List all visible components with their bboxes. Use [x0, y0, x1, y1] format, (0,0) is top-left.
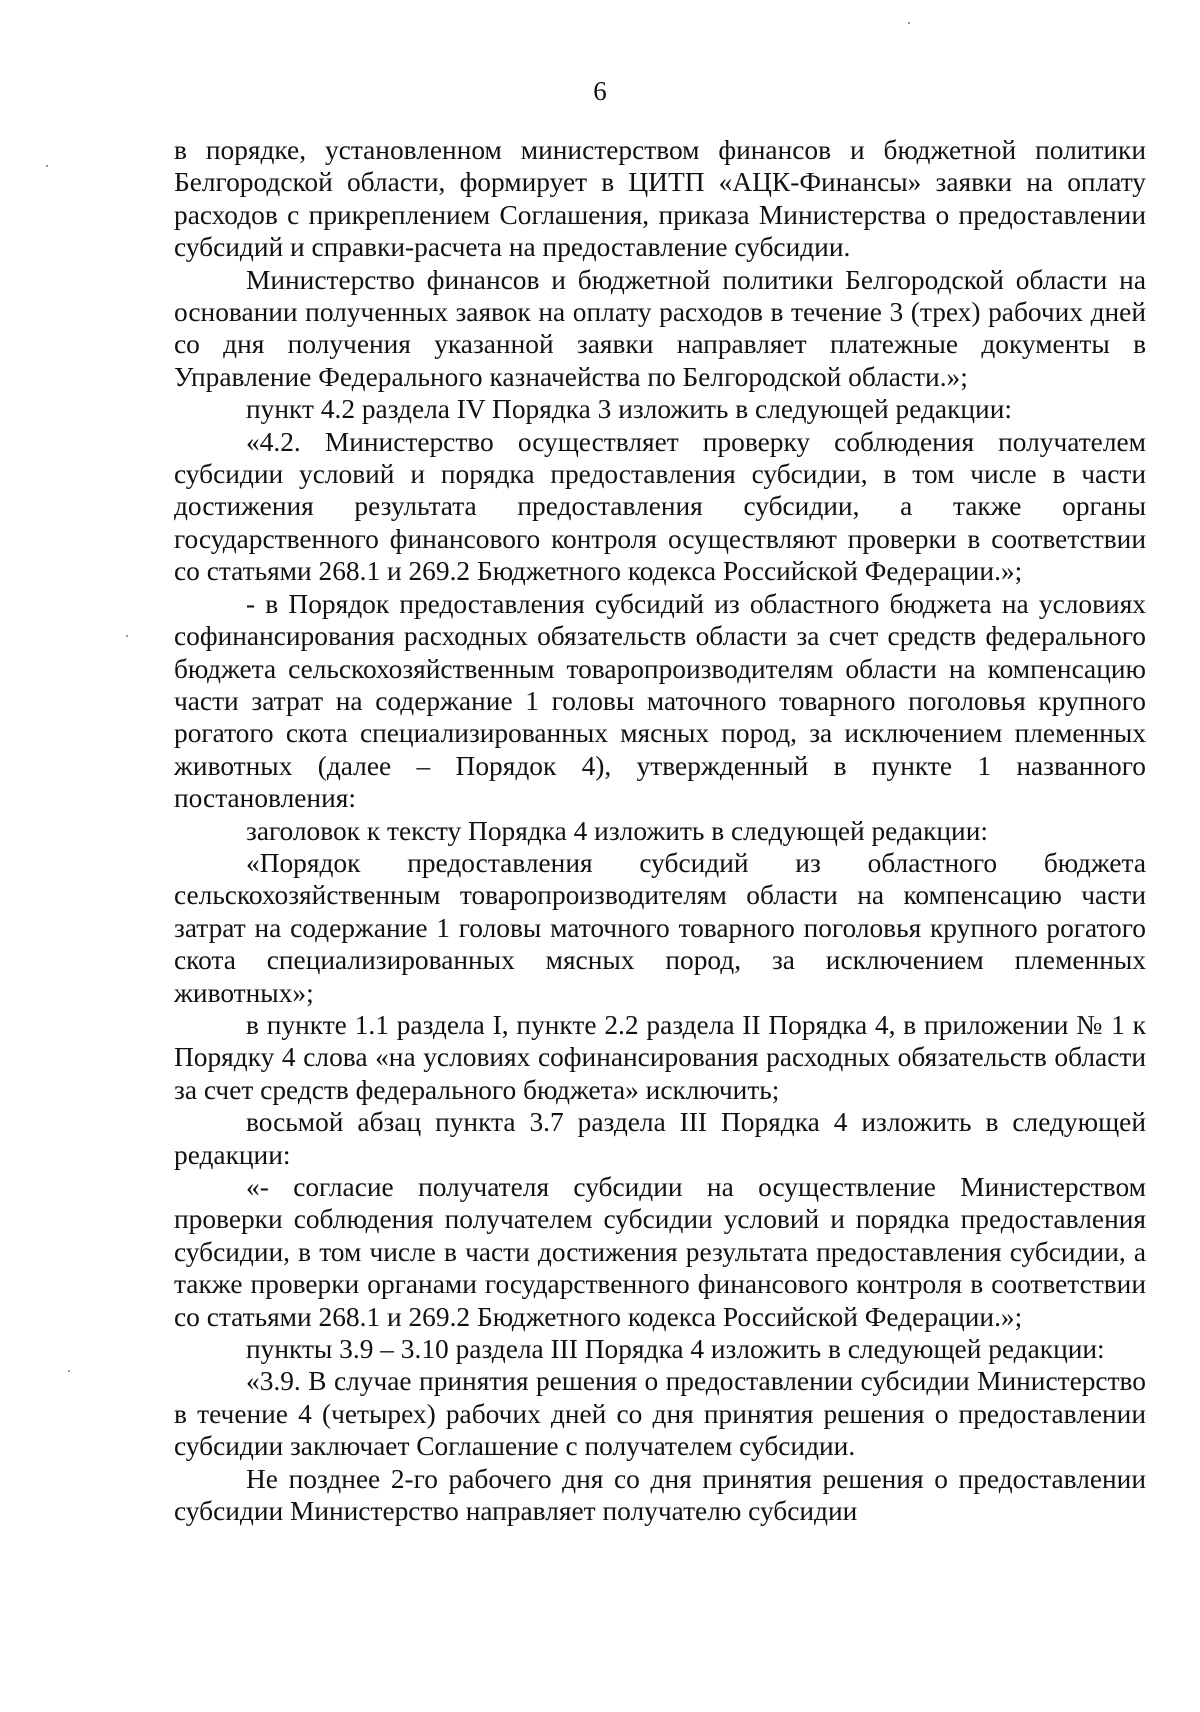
- scan-speck: [126, 635, 128, 637]
- paragraph-2: Министерство финансов и бюджетной политики Белгородской области на основании полученных заявок на оплату расходов в течение 3 (трех) рабочих дней со дня получения указанной заявки направляет платежные документы в Управление Федерального казначейства по Белгородской области.»;: [174, 264, 1146, 392]
- paragraph-9: восьмой абзац пункта 3.7 раздела III Порядка 4 изложить в следующей редакции:: [174, 1107, 1146, 1170]
- paragraph-12: «3.9. В случае принятия решения о предоставлении субсидии Министерство в течение 4 (четырех) рабочих дней со дня принятия решения о предоставлении субсидии заключает Соглашение с получателем субсидии.: [174, 1366, 1146, 1462]
- paragraph-7: «Порядок предоставления субсидий из областного бюджета сельскохозяйственным товаропроизводителям области на компенсацию части затрат на содержание 1 головы маточного товарного поголовья крупного рогатого скота специализированных мясных пород, за исключением племенных животных»;: [174, 847, 1146, 1008]
- document-body: [174, 134, 1146, 1527]
- paragraph-8: в пункте 1.1 раздела I, пункте 2.2 раздела II Порядка 4, в приложении № 1 к Порядку 4 слова «на условиях софинансирования расходных обязательств области за счет средств федерального бюджета» исключить;: [174, 1009, 1146, 1105]
- scan-speck: [68, 1370, 70, 1372]
- paragraph-11: пункты 3.9 – 3.10 раздела III Порядка 4 изложить в следующей редакции:: [246, 1334, 1105, 1365]
- paragraph-13: Не позднее 2-го рабочего дня со дня принятия решения о предоставлении субсидии Министерство направляет получателю субсидии: [174, 1463, 1146, 1527]
- paragraph-3: пункт 4.2 раздела IV Порядка 3 изложить в следующей редакции:: [246, 394, 1012, 425]
- paragraph-4: «4.2. Министерство осуществляет проверку соблюдения получателем субсидии условий и порядка предоставления субсидии, в том числе в части достижения результата предоставления субсидии, а также органы государственного финансового контроля осуществляют проверки в соответствии со статьями 268.1 и 269.2 Бюджетного кодекса Российской Федерации.»;: [174, 426, 1146, 587]
- paragraph-1: в порядке, установленном министерством финансов и бюджетной политики Белгородской области, формирует в ЦИТП «АЦК-Финансы» заявки на оплату расходов с прикреплением Соглашения, приказа Министерства о предоставлении субсидий и справки-расчета на предоставление субсидии.: [174, 135, 1146, 263]
- scan-speck: [908, 22, 910, 24]
- paragraph-5: - в Порядок предоставления субсидий из областного бюджета на условиях софинансирования расходных обязательств области за счет средств федерального бюджета сельскохозяйственным товаропроизводителям области на компенсацию части затрат на содержание 1 головы маточного товарного поголовья крупного рогатого скота специализированных мясных пород, за исключением племенных животных (далее – Порядок 4), утвержденный в пункте 1 названного постановления:: [174, 588, 1146, 814]
- paragraph-10: «- согласие получателя субсидии на осуществление Министерством проверки соблюдения получателем субсидии условий и порядка предоставления субсидии, в том числе в части достижения результата предоставления субсидии, а также проверки органами государственного финансового контроля в соответствии со статьями 268.1 и 269.2 Бюджетного кодекса Российской Федерации.»;: [174, 1172, 1146, 1332]
- paragraph-6: заголовок к тексту Порядка 4 изложить в следующей редакции:: [246, 815, 988, 846]
- page-number: 6: [593, 76, 607, 106]
- scan-speck: [46, 165, 48, 167]
